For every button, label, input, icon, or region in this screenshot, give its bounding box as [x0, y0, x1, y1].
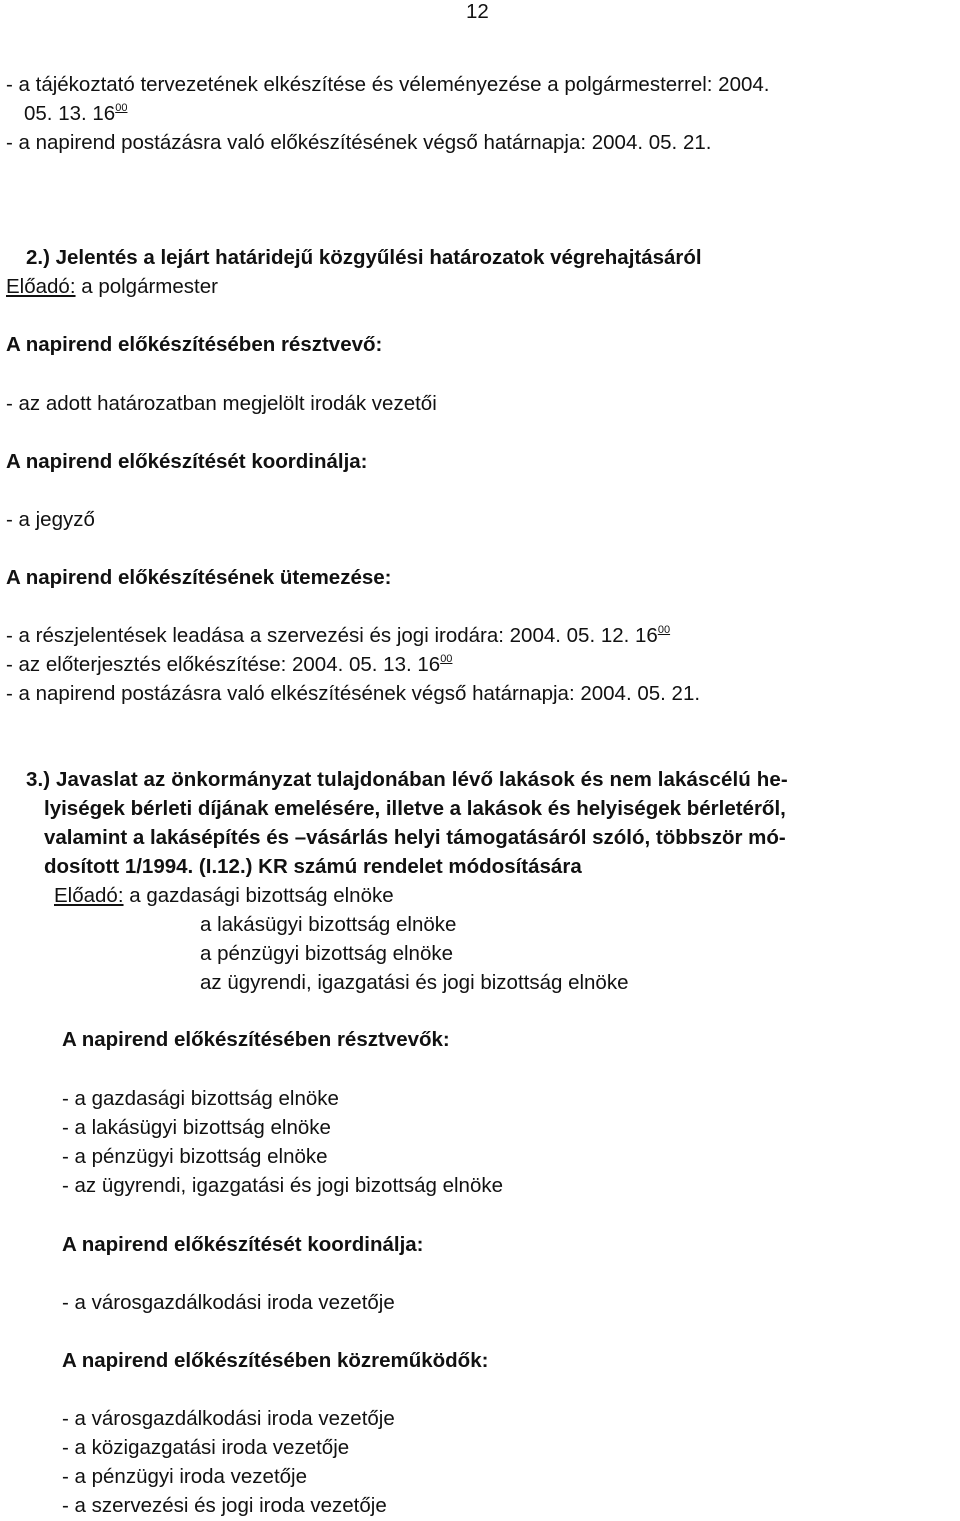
item2-title: 2.) Jelentés a lejárt határidejű közgyűlési határozatok végrehajtásáról	[26, 246, 702, 269]
item3-presenter-4: az ügyrendi, igazgatási és jogi bizottság elnöke	[200, 971, 629, 994]
item3-contributor-4: - a szervezési és jogi iroda vezetője	[62, 1494, 387, 1517]
item2-schedule-1	[6, 621, 670, 650]
schedule-date-text: 05. 13. 16	[24, 102, 116, 125]
item2-schedule-heading: A napirend előkészítésének ütemezése:	[6, 566, 392, 589]
item2-schedule-3: - a napirend postázásra való elkészítésének végső határnapja: 2004. 05. 21.	[6, 682, 701, 705]
item3-participants-heading: A napirend előkészítésében résztvevők:	[62, 1028, 450, 1051]
item3-contributor-3: - a pénzügyi iroda vezetője	[62, 1465, 308, 1488]
item3-contributor-1: - a városgazdálkodási iroda vezetője	[62, 1407, 395, 1430]
item2-participants: - az adott határozatban megjelölt irodák vezetői	[6, 392, 437, 415]
item3-presenter-value: a gazdasági bizottság elnöke	[123, 884, 394, 907]
item3-title-line-2: lyiségek bérleti díjának emelésére, illetve a lakások és helyiségek bérletéről,	[44, 797, 786, 820]
item2-presenter	[6, 272, 218, 301]
schedule-line-2	[24, 99, 127, 128]
item3-participant-2: - a lakásügyi bizottság elnöke	[62, 1116, 331, 1139]
item2-schedule-2-text: - az előterjesztés előkészítése: 2004. 05. 13. 16	[6, 653, 441, 676]
page-number: 12	[466, 0, 489, 23]
item2-schedule-1-text: - a részjelentések leadása a szervezési és jogi irodára: 2004. 05. 12. 16	[6, 624, 658, 647]
item3-title-line-1: 3.) Javaslat az önkormányzat tulajdonában lévő lakások és nem lakáscélú he-	[26, 768, 788, 791]
item3-coordinator-heading: A napirend előkészítését koordinálja:	[62, 1233, 424, 1256]
item3-presenter-2: a lakásügyi bizottság elnöke	[200, 913, 457, 936]
item3-presenter	[54, 881, 394, 910]
item2-coordinator-heading: A napirend előkészítését koordinálja:	[6, 450, 368, 473]
item2-participants-heading: A napirend előkészítésében résztvevő:	[6, 333, 383, 356]
schedule-line-1: - a tájékoztató tervezetének elkészítése és véleményezése a polgármesterrel: 2004.	[6, 73, 770, 96]
item3-participant-1: - a gazdasági bizottság elnöke	[62, 1087, 339, 1110]
item3-presenter-3: a pénzügyi bizottság elnöke	[200, 942, 454, 965]
item3-coordinator: - a városgazdálkodási iroda vezetője	[62, 1291, 395, 1314]
item3-title-line-3: valamint a lakásépítés és –vásárlás helyi támogatásáról szóló, többször mó-	[44, 826, 786, 849]
item2-coordinator: - a jegyző	[6, 508, 95, 531]
item3-title-line-4: dosított 1/1994. (I.12.) KR számú rendelet módosítására	[44, 855, 582, 878]
schedule-line-3: - a napirend postázásra való előkészítésének végső határnapja: 2004. 05. 21.	[6, 131, 712, 154]
item3-participant-4: - az ügyrendi, igazgatási és jogi bizottság elnöke	[62, 1174, 504, 1197]
item3-presenter-label: Előadó:	[54, 884, 124, 907]
item2-schedule-1-superscript: 00	[657, 624, 671, 636]
item3-participant-3: - a pénzügyi bizottság elnöke	[62, 1145, 328, 1168]
item2-presenter-label: Előadó:	[6, 275, 76, 298]
item2-schedule-2	[6, 650, 452, 679]
item3-contributors-heading: A napirend előkészítésében közreműködők:	[62, 1349, 489, 1372]
item2-presenter-value: a polgármester	[75, 275, 218, 298]
item2-schedule-2-superscript: 00	[440, 653, 453, 665]
item3-contributor-2: - a közigazgatási iroda vezetője	[62, 1436, 350, 1459]
schedule-time-superscript: 00	[115, 102, 128, 114]
